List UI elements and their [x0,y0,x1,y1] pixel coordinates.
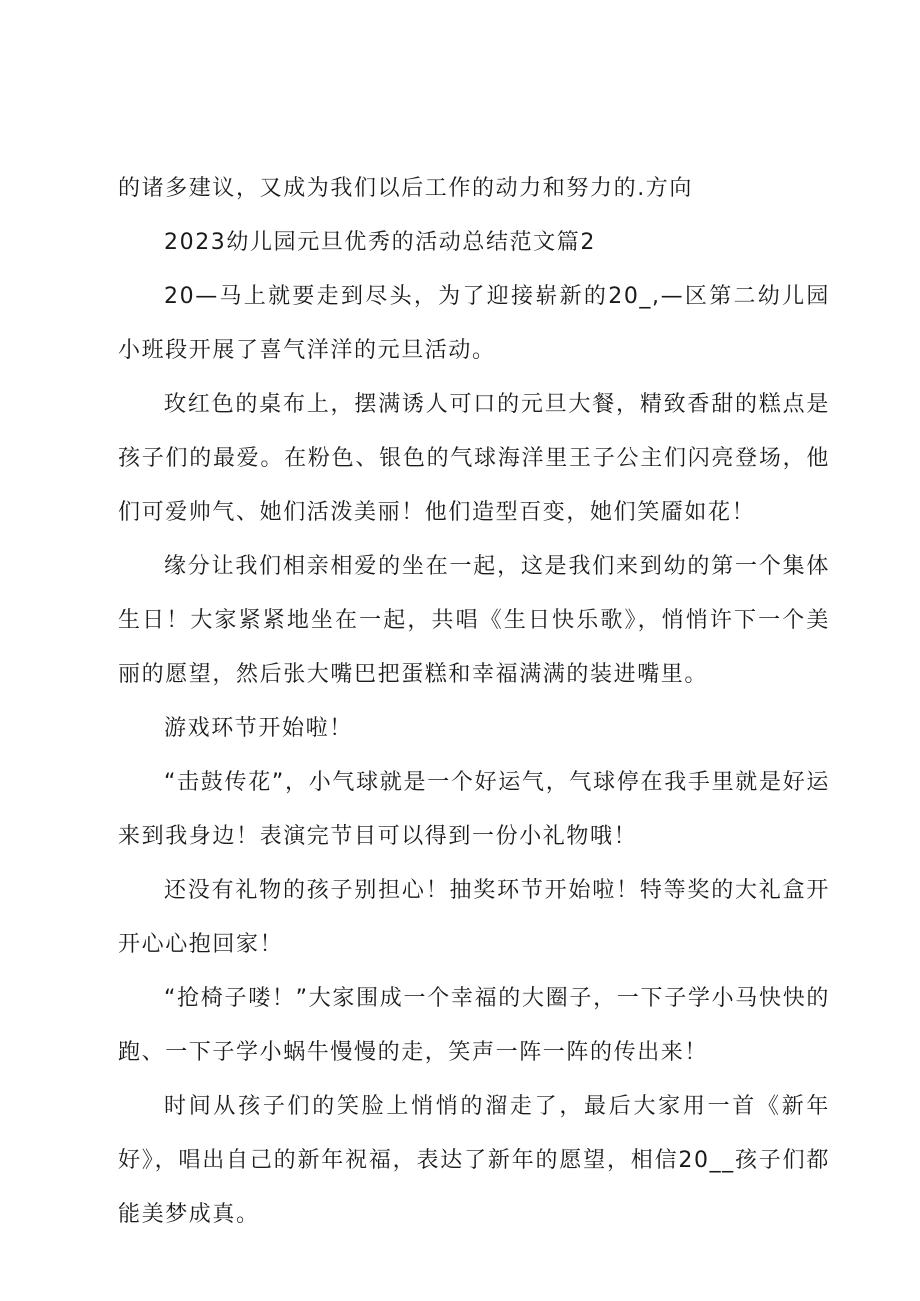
paragraph-continuation: 的诸多建议，又成为我们以后工作的动力和努力的.方向 [118,176,693,201]
paragraph-closing: 时间从孩子们的笑脸上悄悄的溜走了，最后大家用一首《新年好》，唱出自己的新年祝福，表达了新年的愿望，相信20__孩子们都能美梦成真。 [118,1094,830,1227]
paragraph-intro: 20—马上就要走到尽头，为了迎接崭新的20_,—区第二幼儿园小班段开展了喜气洋洋的元旦活动。 [118,284,830,363]
paragraph-birthday: 缘分让我们相亲相爱的坐在一起，这是我们来到幼的第一个集体生日！大家紧紧地坐在一起，共唱《生日快乐歌》，悄悄许下一个美丽的愿望，然后张大嘴巴把蛋糕和幸福满满的装进嘴里。 [118,554,830,687]
section-heading: 2023幼儿园元旦优秀的活动总结范文篇2 [164,230,596,255]
article-body [118,162,830,1242]
paragraph-musical-chairs: “抢椅子喽！”大家围成一个幸福的大圈子，一下子学小马快快的跑、一下子学小蜗牛慢慢的走，笑声一阵一阵的传出来！ [118,986,830,1065]
paragraph-banquet: 玫红色的桌布上，摆满诱人可口的元旦大餐，精致香甜的糕点是孩子们的最爱。在粉色、银色的气球海洋里王子公主们闪亮登场，他们可爱帅气、她们活泼美丽！他们造型百变，她们笑靥如花！ [118,392,830,525]
paragraph-lottery: 还没有礼物的孩子别担心！抽奖环节开始啦！特等奖的大礼盒开开心心抱回家！ [118,878,830,957]
paragraph-pass-flower: “击鼓传花”，小气球就是一个好运气，气球停在我手里就是好运来到我身边！表演完节目可以得到一份小礼物哦！ [118,770,830,849]
paragraph-games-start: 游戏环节开始啦！ [164,716,353,741]
